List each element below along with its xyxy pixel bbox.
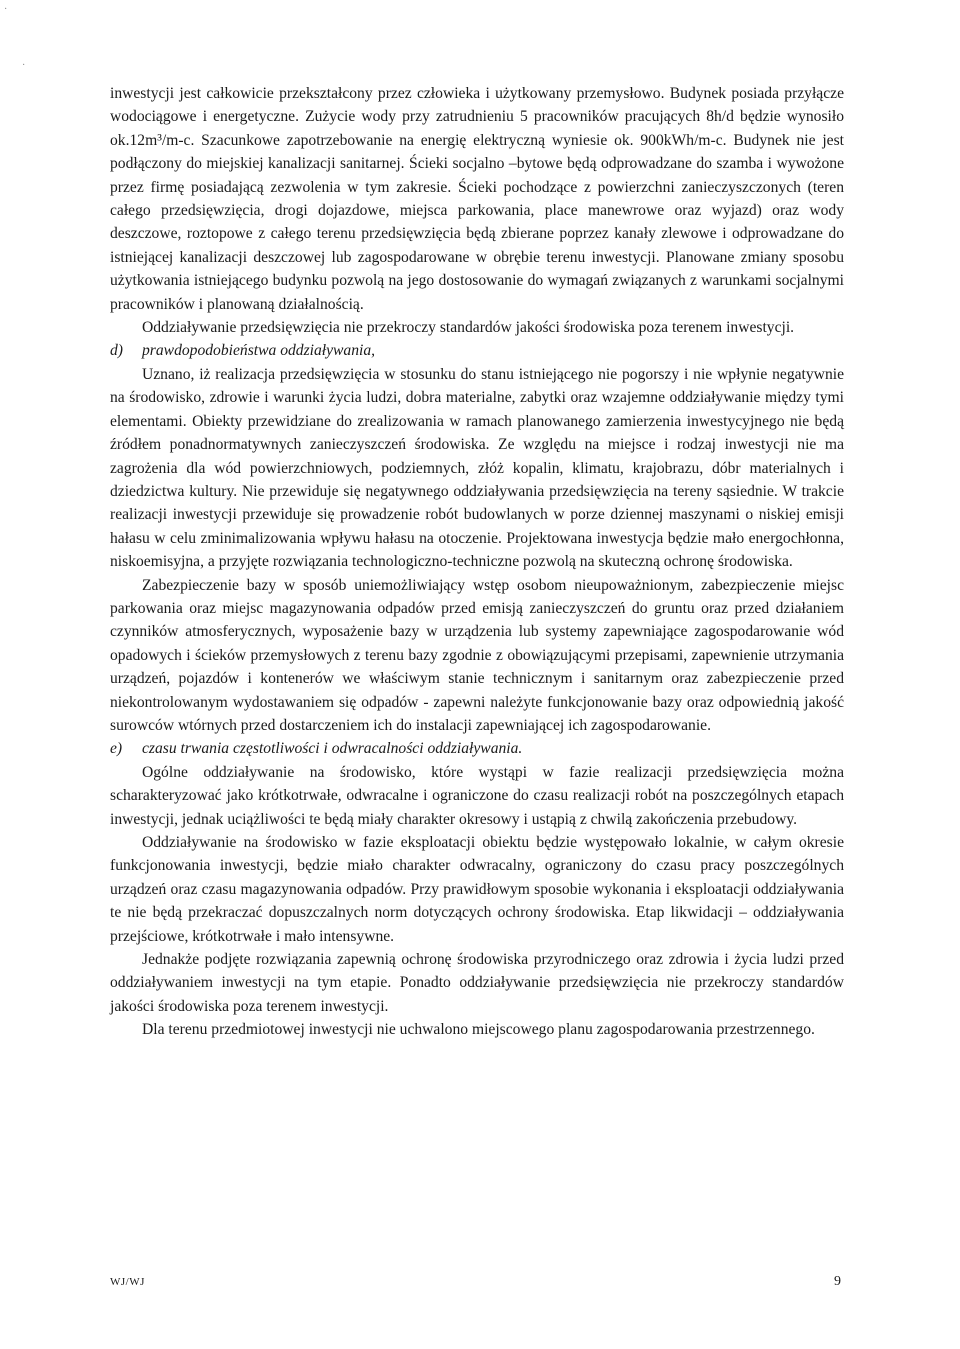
section-title: czasu trwania częstotliwości i odwracalności oddziaływania. — [142, 740, 523, 758]
section-letter: e) — [110, 740, 123, 758]
section-heading-d — [110, 339, 844, 362]
section-letter: d) — [110, 342, 123, 360]
scan-mark: · — [22, 60, 26, 71]
section-title: prawdopodobieństwa oddziaływania, — [142, 342, 376, 360]
paragraph-solutions: Jednakże podjęte rozwiązania zapewnią ochronę środowiska przyrodniczego oraz zdrowia i życia ludzi przed oddziaływaniem inwestycji na tym etapie. Ponadto oddziaływanie przedsięwzięcia nie przekroczy standardów jakości środowiska poza terenem inwestycji. — [110, 951, 844, 1015]
scan-mark: · — [4, 4, 8, 15]
section-heading-e — [110, 737, 844, 760]
paragraph-base-protection: Zabezpieczenie bazy w sposób uniemożliwiający wstęp osobom nieupoważnionym, zabezpieczenie miejsc parkowania oraz miejsc magazynowania odpadów przed emisją zanieczyszczeń do gruntu oraz przed działaniem czynników atmosferycznych, wyposażenie bazy w urządzenia lub systemy zapewniające zagospodarowanie wód opadowych i ścieków przemysłowych z terenu bazy zgodnie z obowiązującymi przepisami, zapewnienie utrzymania urządzeń, pojazdów i kontenerów we właściwym stanie technicznym i sanitarnym oraz zabezpieczenie przed niekontrolowanym wydostawaniem się odpadów - zapewni należyte funkcjonowanie bazy oraz odpowiednią jakość surowców wtórnych przed dostarczeniem ich do instalacji zapewniającej ich zagospodarowanie. — [110, 576, 844, 734]
document-body — [110, 82, 844, 1042]
paragraph-probability: Uznano, iż realizacja przedsięwzięcia w stosunku do stanu istniejącego nie pogorszy i nie wpłynie negatywnie na środowisko, zdrowie i warunki życia ludzi, dobra materialne, zabytki oraz wzajemne oddziaływanie między tymi elementami. Obiekty przewidziane do zrealizowania w ramach planowanego zamierzenia inwestycyjnego nie będą źródłem ponadnormatywnych zanieczyszczeń środowiska. Ze względu na miejsce i rodzaj inwestycji nie ma zagrożenia dla wód powierzchniowych, podziemnych, złóż kopalin, klimatu, krajobrazu, dóbr materialnych i dziedzictwa kultury. Nie przewiduje się negatywnego oddziaływania przedsięwzięcia na tereny sąsiednie. W trakcie realizacji inwestycji przewiduje się prowadzenie robót budowlanych w porze dziennej maszynami o niskiej emisji hałasu w celu zminimalizowania wpływu hałasu na otoczenie. Projektowana inwestycja będzie mało energochłonna, niskoemisyjna, a przyjęte rozwiązania technologiczno-techniczne pozwolą na skuteczną ochronę środowiska. — [110, 365, 844, 571]
paragraph-local-plan: Dla terenu przedmiotowej inwestycji nie uchwalono miejscowego planu zagospodarowania przestrzennego. — [142, 1021, 815, 1039]
paragraph-investment-description: inwestycji jest całkowicie przekształcony przez człowieka i użytkowany przemysłowo. Budynek posiada przyłącze wodociągowe i energetyczne. Zużycie wody przy zatrudnieniu 5 pracowników pracujących 8h/d będzie wynosiło ok.12m³/m-c. Szacunkowe zapotrzebowanie na energię elektryczną wyniesie ok. 900kWh/m-c. Budynek nie jest podłączony do miejskiej kanalizacji sanitarnej. Ścieki socjalno –bytowe będą odprowadzane do szamba i wywożone przez firmę posiadającą zezwolenia w tym zakresie. Ścieki pochodzące z powierzchni zanieczyszczonych (teren całego przedsięwzięcia, drogi dojazdowe, miejsca parkowania, place manewrowe oraz wyjazd) oraz wody deszczowe, roztopowe z całego terenu przedsięwzięcia będą zbierane poprzez kanały zlewowe i odprowadzane do istniejącej kanalizacji deszczowej lub zagospodarowane w obrębie terenu inwestycji. Planowane zmiany sposobu użytkowania istniejącego budynku pozwolą na jego dostosowanie do wymagań związanych z warunkami socjalnymi pracowników i planowaną działalnością. — [110, 85, 844, 313]
paragraph-impact-standards: Oddziaływanie przedsięwzięcia nie przekroczy standardów jakości środowiska poza terenem inwestycji. — [142, 319, 795, 337]
paragraph-realization-phase: Ogólne oddziaływanie na środowisko, które wystąpi w fazie realizacji przedsięwzięcia można scharakteryzować jako krótkotrwałe, odwracalne i ograniczone do czasu realizacji robót na poszczególnych etapach inwestycji, jednak uciążliwości te będą miały charakter okresowy i ustąpią z chwilą zakończenia przebudowy. — [110, 763, 844, 828]
page-number: 9 — [834, 1274, 841, 1289]
footer-author: WJ/WJ — [110, 1276, 145, 1288]
paragraph-exploitation-phase: Oddziaływanie na środowisko w fazie eksploatacji obiektu będzie występowało lokalnie, w całym okresie funkcjonowania inwestycji, będzie miało charakter odwracalny, ograniczony do czasu pracy poszczególnych urządzeń oraz czasu magazynowania odpadów. Przy prawidłowym sposobie wykonania i eksploatacji oddziaływania te nie będą przekraczać dopuszczalnych norm dotyczących ochrony środowiska. Etap likwidacji – oddziaływania przejściowe, krótkotrwałe i mało intensywne. — [110, 834, 844, 945]
